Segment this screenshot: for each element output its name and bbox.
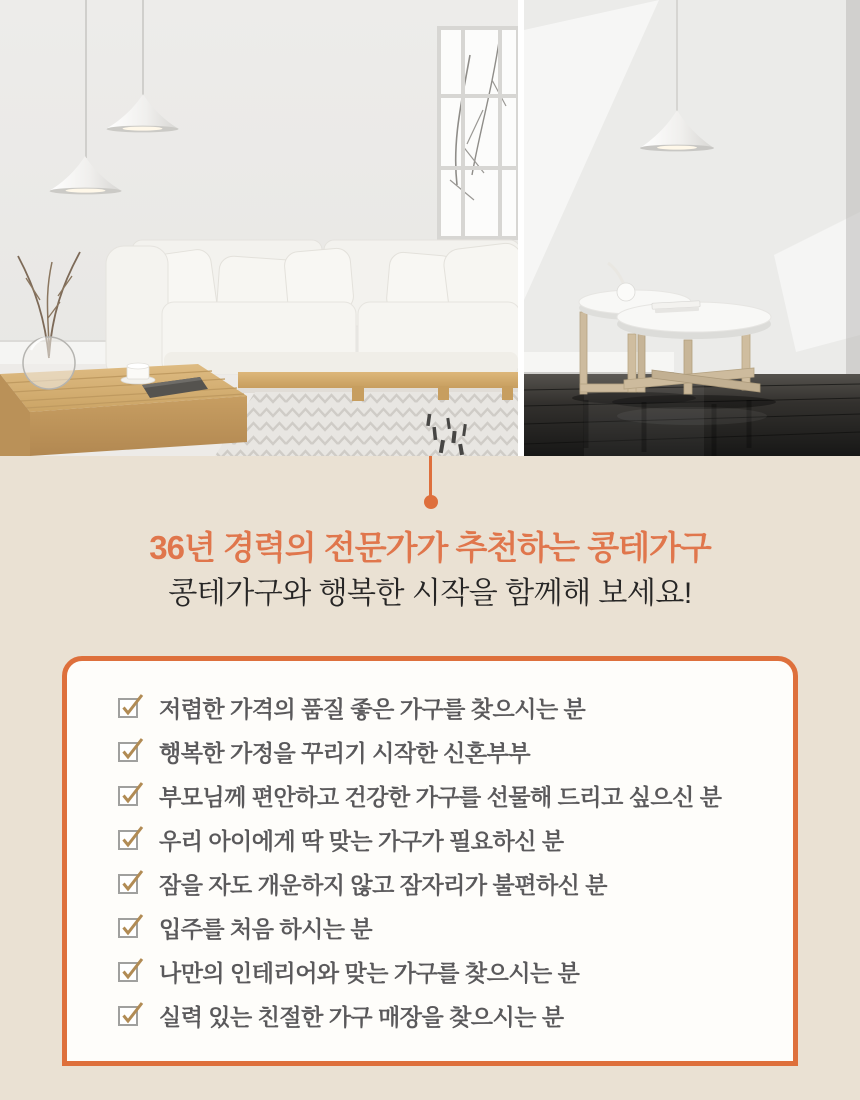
baseboard	[524, 352, 674, 374]
checked-checkbox-icon	[117, 692, 144, 719]
photo-living-room	[0, 0, 518, 456]
checklist-item	[117, 685, 793, 729]
checklist-item-label: 부모님께 편안하고 건강한 가구를 선물해 드리고 싶으신 분	[159, 783, 722, 810]
hero-photo-strip	[0, 0, 860, 456]
checklist	[67, 661, 793, 1037]
headline: 36년 경력의 전문가가 추천하는 콩테가구	[149, 529, 711, 566]
checklist-item-label: 저렴한 가격의 품질 좋은 가구를 찾으시는 분	[159, 695, 586, 722]
window	[437, 26, 518, 240]
checked-checkbox-icon	[117, 956, 144, 983]
checklist-item-label: 나만의 인테리어와 맞는 가구를 찾으시는 분	[159, 959, 580, 986]
checklist-item-label: 입주를 처음 하시는 분	[159, 915, 373, 942]
checklist-item-label: 행복한 가정을 꾸리기 시작한 신혼부부	[159, 739, 531, 766]
rug	[215, 392, 518, 456]
checklist-item	[117, 729, 793, 773]
checked-checkbox-icon	[117, 736, 144, 763]
checklist-item	[117, 773, 793, 817]
wall-corner	[846, 0, 860, 380]
connector-line	[429, 456, 432, 498]
checklist-item	[117, 905, 793, 949]
checklist-item	[117, 949, 793, 993]
checked-checkbox-icon	[117, 1000, 144, 1027]
checklist-item	[117, 993, 793, 1037]
checklist-item	[117, 861, 793, 905]
subheadline: 콩테가구와 행복한 시작을 함께해 보세요!	[168, 577, 692, 610]
photo-side-tables	[524, 0, 860, 456]
connector-dot	[424, 495, 438, 509]
checked-checkbox-icon	[117, 824, 144, 851]
armrest	[106, 246, 168, 380]
checked-checkbox-icon	[117, 868, 144, 895]
sofa-wood-base	[238, 372, 518, 388]
checklist-box	[62, 656, 798, 1066]
checked-checkbox-icon	[117, 780, 144, 807]
checklist-item-label: 실력 있는 친절한 가구 매장을 찾으시는 분	[159, 1003, 564, 1030]
checklist-item-label: 우리 아이에게 딱 맞는 가구가 필요하신 분	[159, 827, 564, 854]
checklist-item-label: 잠을 자도 개운하지 않고 잠자리가 불편하신 분	[159, 871, 607, 898]
checked-checkbox-icon	[117, 912, 144, 939]
checklist-item	[117, 817, 793, 861]
